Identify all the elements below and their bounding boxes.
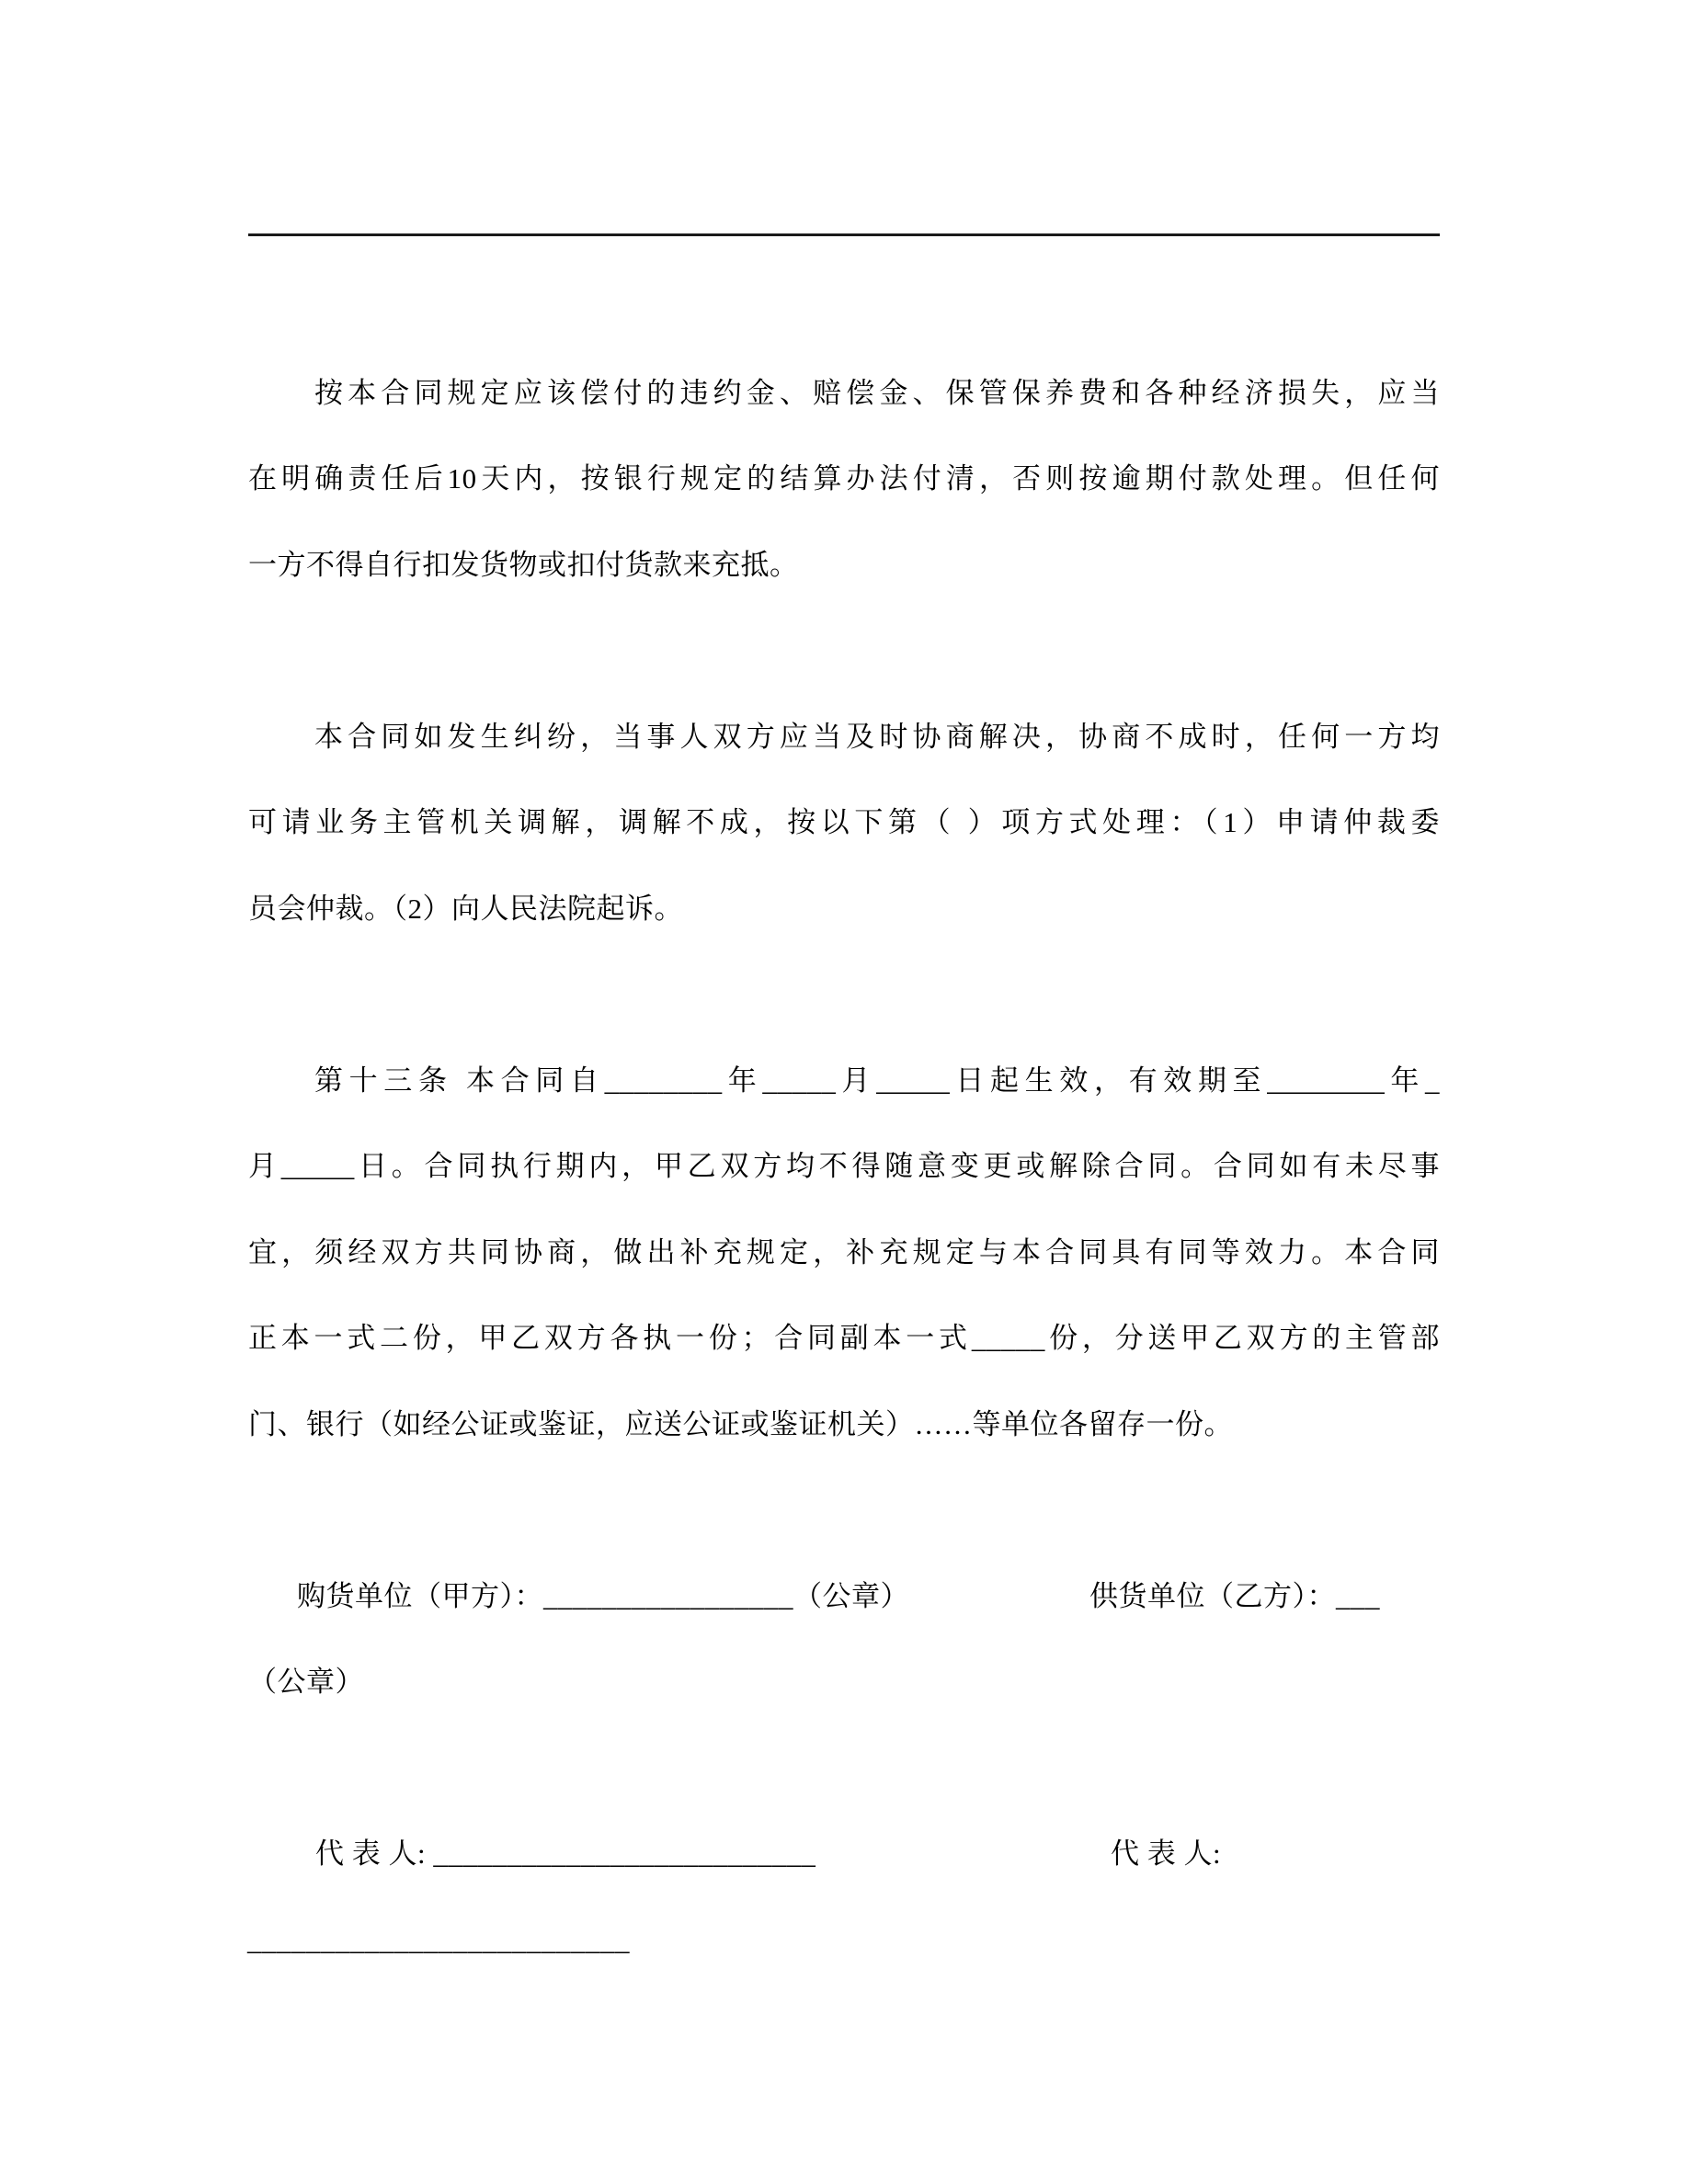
representative-a-line: 代 表 人: __________________________ [315,1837,816,1870]
representative-blank-wrap-line: __________________________ [247,1924,630,1956]
clause-liability-line-1: 按本合同规定应该偿付的违约金、赔偿金、保管保养费和各种经济损失，应当 [314,377,1440,409]
signature-party-a-line: 购货单位（甲方）：_________________（公章） [297,1580,909,1612]
signature-party-b-line: 供货单位（乙方）：___ [1089,1580,1380,1612]
clause-13-line-3: 宜，须经双方共同协商，做出补充规定，补充规定与本合同具有同等效力。本合同 [248,1236,1440,1268]
representative-b-line: 代 表 人: [1111,1837,1222,1870]
clause-13-line-2: 月_____日。合同执行期内，甲乙双方均不得随意变更或解除合同。合同如有未尽事 [248,1150,1440,1182]
signature-party-a-seal-wrap: （公章） [248,1666,364,1698]
clause-liability-line-2: 在明确责任后10天内，按银行规定的结算办法付清，否则按逾期付款处理。但任何 [248,462,1440,495]
header-rule [248,233,1440,236]
clause-13-line-1: 第十三条 本合同自________年_____月_____日起生效，有效期至________年_ [314,1064,1440,1097]
clause-dispute-line-3: 员会仲裁。（2）向人民法院起诉。 [248,893,683,925]
clause-dispute-line-2: 可请业务主管机关调解，调解不成，按以下第（ ）项方式处理：（1）申请仲裁委 [248,806,1440,838]
clause-13-line-4: 正本一式二份，甲乙双方各执一份；合同副本一式_____份，分送甲乙双方的主管部 [248,1322,1440,1354]
clause-13-line-5: 门、银行（如经公证或鉴证，应送公证或鉴证机关）……等单位各留存一份。 [248,1408,1233,1440]
clause-dispute-line-1: 本合同如发生纠纷，当事人双方应当及时协商解决，协商不成时，任何一方均 [314,721,1440,753]
clause-liability-line-3: 一方不得自行扣发货物或扣付货款来充抵。 [248,549,799,581]
